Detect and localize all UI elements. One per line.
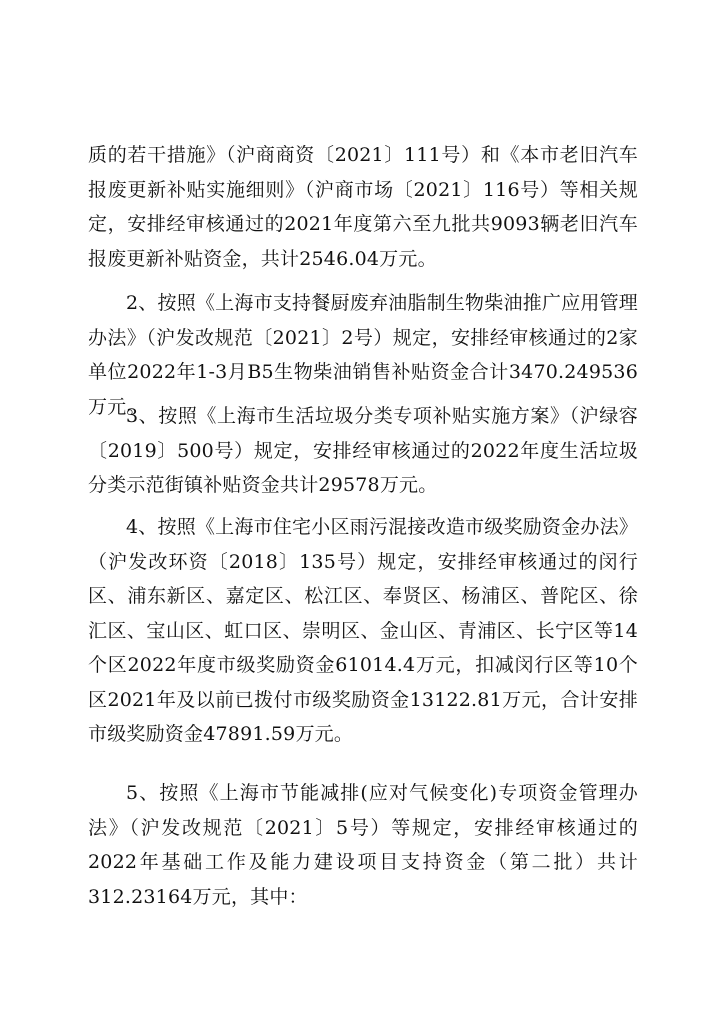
paragraph-biodiesel-subsidy: 2、按照《上海市支持餐厨废弃油脂制生物柴油推广应用管理办法》（沪发改规范〔2021〕2号）规定，安排经审核通过的2家单位2022年1-3月B5生物柴油销售补贴资金合计3470.249536万元。: [88, 292, 638, 418]
paragraph-energy-saving-fund: 5、按照《上海市节能减排(应对气候变化)专项资金管理办法》（沪发改规范〔2021〕5号）等规定，安排经审核通过的2022年基础工作及能力建设项目支持资金（第二批）共计312.23164万元，其中：: [88, 782, 638, 908]
paragraph-vehicle-scrappage-subsidy: 质的若干措施》（沪商商资〔2021〕111号）和《本市老旧汽车报废更新补贴实施细则》（沪商市场〔2021〕116号）等相关规定，安排经审核通过的2021年度第六至九批共9093辆老旧汽车报废更新补贴资金，共计2546.04万元。: [88, 144, 638, 270]
paragraph-waste-sorting-subsidy: 3、按照《上海市生活垃圾分类专项补贴实施方案》（沪绿容〔2019〕500号）规定，安排经审核通过的2022年度生活垃圾分类示范街镇补贴资金共计29578万元。: [88, 405, 638, 496]
paragraph-rain-sewage-reward: 4、按照《上海市住宅小区雨污混接改造市级奖励资金办法》（沪发改环资〔2018〕135号）规定，安排经审核通过的闵行区、浦东新区、嘉定区、松江区、奉贤区、杨浦区、普陀区、徐汇区、宝山区、虹口区、崇明区、金山区、青浦区、长宁区等14个区2022年度市级奖励资金61014.4万元，扣减闵行区等10个区2021年及以前已拨付市级奖励资金13122.81万元，合计安排市级奖励资金47891.59万元。: [88, 516, 638, 745]
